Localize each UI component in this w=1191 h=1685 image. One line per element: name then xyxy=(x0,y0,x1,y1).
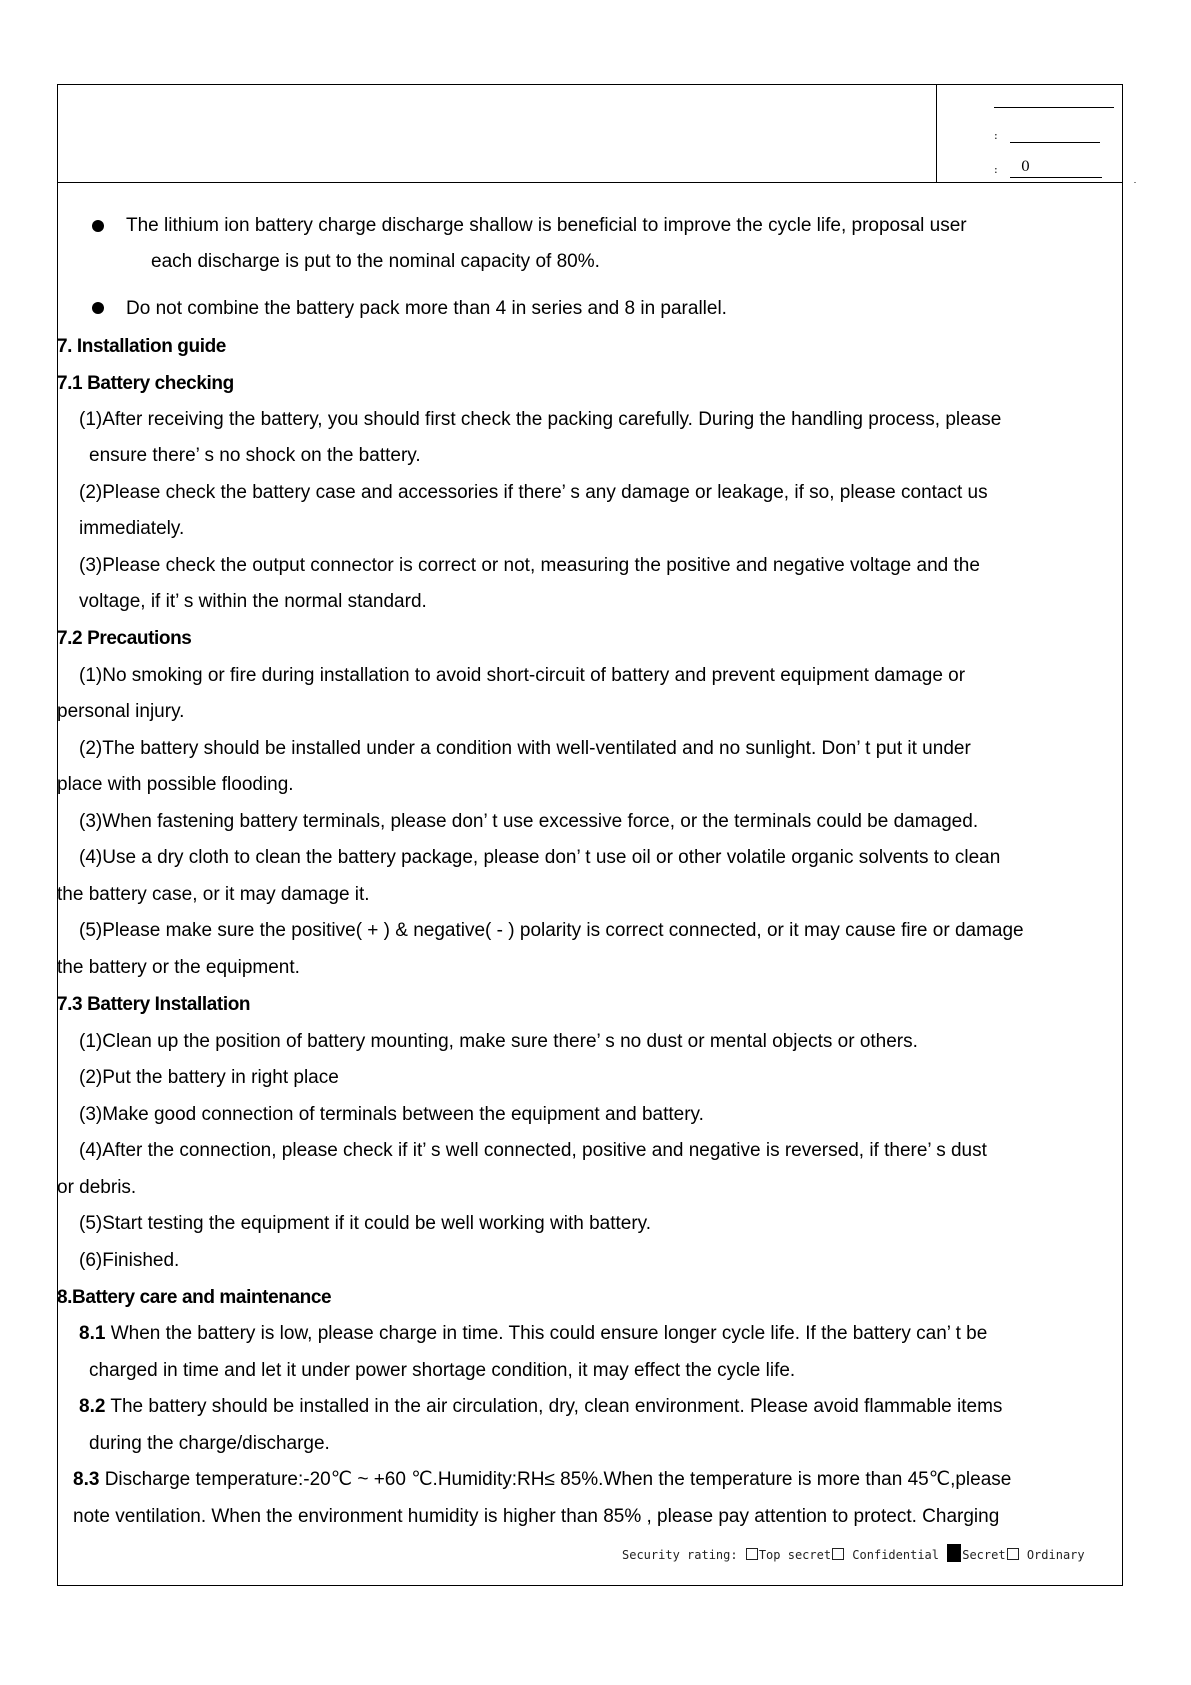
s8-para-3-number: 8.3 xyxy=(73,1469,100,1490)
s8-para-1-number: 8.1 xyxy=(79,1323,106,1344)
s73-item-4-line-1: (4)After the connection, please check if it’ s well connected, positive and negative is reversed, if there’ s dust xyxy=(79,1140,987,1161)
header-divider xyxy=(936,85,937,182)
header-colon-2: : xyxy=(994,163,998,176)
header-line-3 xyxy=(1010,177,1102,178)
header-version-value: 0 xyxy=(1021,159,1030,175)
s72-item-3: (3)When fastening battery terminals, please don’ t use excessive force, or the terminals could be damaged. xyxy=(79,811,979,832)
s8-para-1-line-1: 8.1 When the battery is low, please charge in time. This could ensure longer cycle life. If the battery can’ t be xyxy=(79,1323,988,1344)
checkbox-secret-checked xyxy=(947,1544,961,1562)
section-7-3-heading: 7.3 Battery Installation xyxy=(57,994,251,1015)
header-line-2 xyxy=(1010,142,1100,143)
s73-item-6: (6)Finished. xyxy=(79,1250,180,1271)
s72-item-1-line-1: (1)No smoking or fire during installation to avoid short-circuit of battery and prevent equipment damage or xyxy=(79,665,966,686)
s8-para-2-line-2: during the charge/discharge. xyxy=(89,1433,330,1454)
s71-item-3-line-1: (3)Please check the output connector is correct or not, measuring the positive and negative voltage and the xyxy=(79,555,980,576)
s8-para-1-line-2: charged in time and let it under power shortage condition, it may effect the cycle life. xyxy=(89,1360,796,1381)
checkbox-confidential xyxy=(832,1548,844,1560)
header-colon-1: : xyxy=(994,129,998,142)
s73-item-2: (2)Put the battery in right place xyxy=(79,1067,339,1088)
label-ordinary: Ordinary xyxy=(1019,1548,1085,1562)
s71-item-1-line-2: ensure there’ s no shock on the battery. xyxy=(89,445,421,466)
s72-item-4-line-1: (4)Use a dry cloth to clean the battery package, please don’ t use oil or other volatile organic solvents to clean xyxy=(79,847,1001,868)
s73-item-3: (3)Make good connection of terminals between the equipment and battery. xyxy=(79,1104,704,1125)
s73-item-1: (1)Clean up the position of battery mounting, make sure there’ s no dust or mental objects or others. xyxy=(79,1031,918,1052)
label-confidential: Confidential xyxy=(845,1548,947,1562)
checkbox-ordinary xyxy=(1007,1548,1019,1560)
section-7-1-heading: 7.1 Battery checking xyxy=(57,373,234,394)
section-7-heading: 7. Installation guide xyxy=(57,336,226,357)
checkbox-top-secret xyxy=(746,1548,758,1560)
s8-para-3-line-1: 8.3 Discharge temperature:-20℃ ~ +60 ℃.Humidity:RH≤ 85%.When the temperature is more than 45℃,please xyxy=(73,1469,1012,1490)
s8-para-2-line-1: 8.2 The battery should be installed in the air circulation, dry, clean environment. Please avoid flammable items xyxy=(79,1396,1003,1417)
s8-para-3-line-2: note ventilation. When the environment humidity is higher than 85% , please pay attention to protect. Charging xyxy=(73,1506,1000,1527)
bullet-1-line-2: each discharge is put to the nominal capacity of 80%. xyxy=(151,251,600,272)
s71-item-2-line-2: immediately. xyxy=(79,518,185,539)
s73-item-5: (5)Start testing the equipment if it could be well working with battery. xyxy=(79,1213,652,1234)
bullet-dot xyxy=(92,220,104,232)
s72-item-4-line-2: the battery case, or it may damage it. xyxy=(57,884,370,905)
s71-item-2-line-1: (2)Please check the battery case and accessories if there’ s any damage or leakage, if so, please contact us xyxy=(79,482,988,503)
bullet-dot xyxy=(92,302,104,314)
s8-para-2-number: 8.2 xyxy=(79,1396,106,1417)
label-secret: Secret xyxy=(962,1548,1006,1562)
s72-item-2-line-1: (2)The battery should be installed under a condition with well-ventilated and no sunlight. Don’ t put it under xyxy=(79,738,971,759)
s72-item-1-line-2: personal injury. xyxy=(57,701,185,722)
header-line-1 xyxy=(994,107,1114,108)
security-rating xyxy=(622,1544,1085,1562)
security-rating-label: Security rating: xyxy=(622,1548,738,1562)
s72-item-2-line-2: place with possible flooding. xyxy=(57,774,294,795)
label-top-secret: Top secret xyxy=(758,1548,832,1562)
s72-item-5-line-2: the battery or the equipment. xyxy=(57,957,300,978)
section-8-heading: 8.Battery care and maintenance xyxy=(57,1287,332,1308)
s71-item-1-line-1: (1)After receiving the battery, you should first check the packing carefully. During the handling process, please xyxy=(79,409,1002,430)
bullet-2-line-1: Do not combine the battery pack more than 4 in series and 8 in parallel. xyxy=(126,298,727,319)
section-7-2-heading: 7.2 Precautions xyxy=(57,628,192,649)
s72-item-5-line-1: (5)Please make sure the positive( + ) & negative( - ) polarity is correct connected, or it may cause fire or damage xyxy=(79,920,1024,941)
s73-item-4-line-2: or debris. xyxy=(57,1177,137,1198)
document-header xyxy=(58,85,1122,183)
s71-item-3-line-2: voltage, if it’ s within the normal standard. xyxy=(79,591,427,612)
margin-mark xyxy=(1134,182,1136,183)
bullet-1-line-1: The lithium ion battery charge discharge shallow is beneficial to improve the cycle life, proposal user xyxy=(126,215,967,236)
